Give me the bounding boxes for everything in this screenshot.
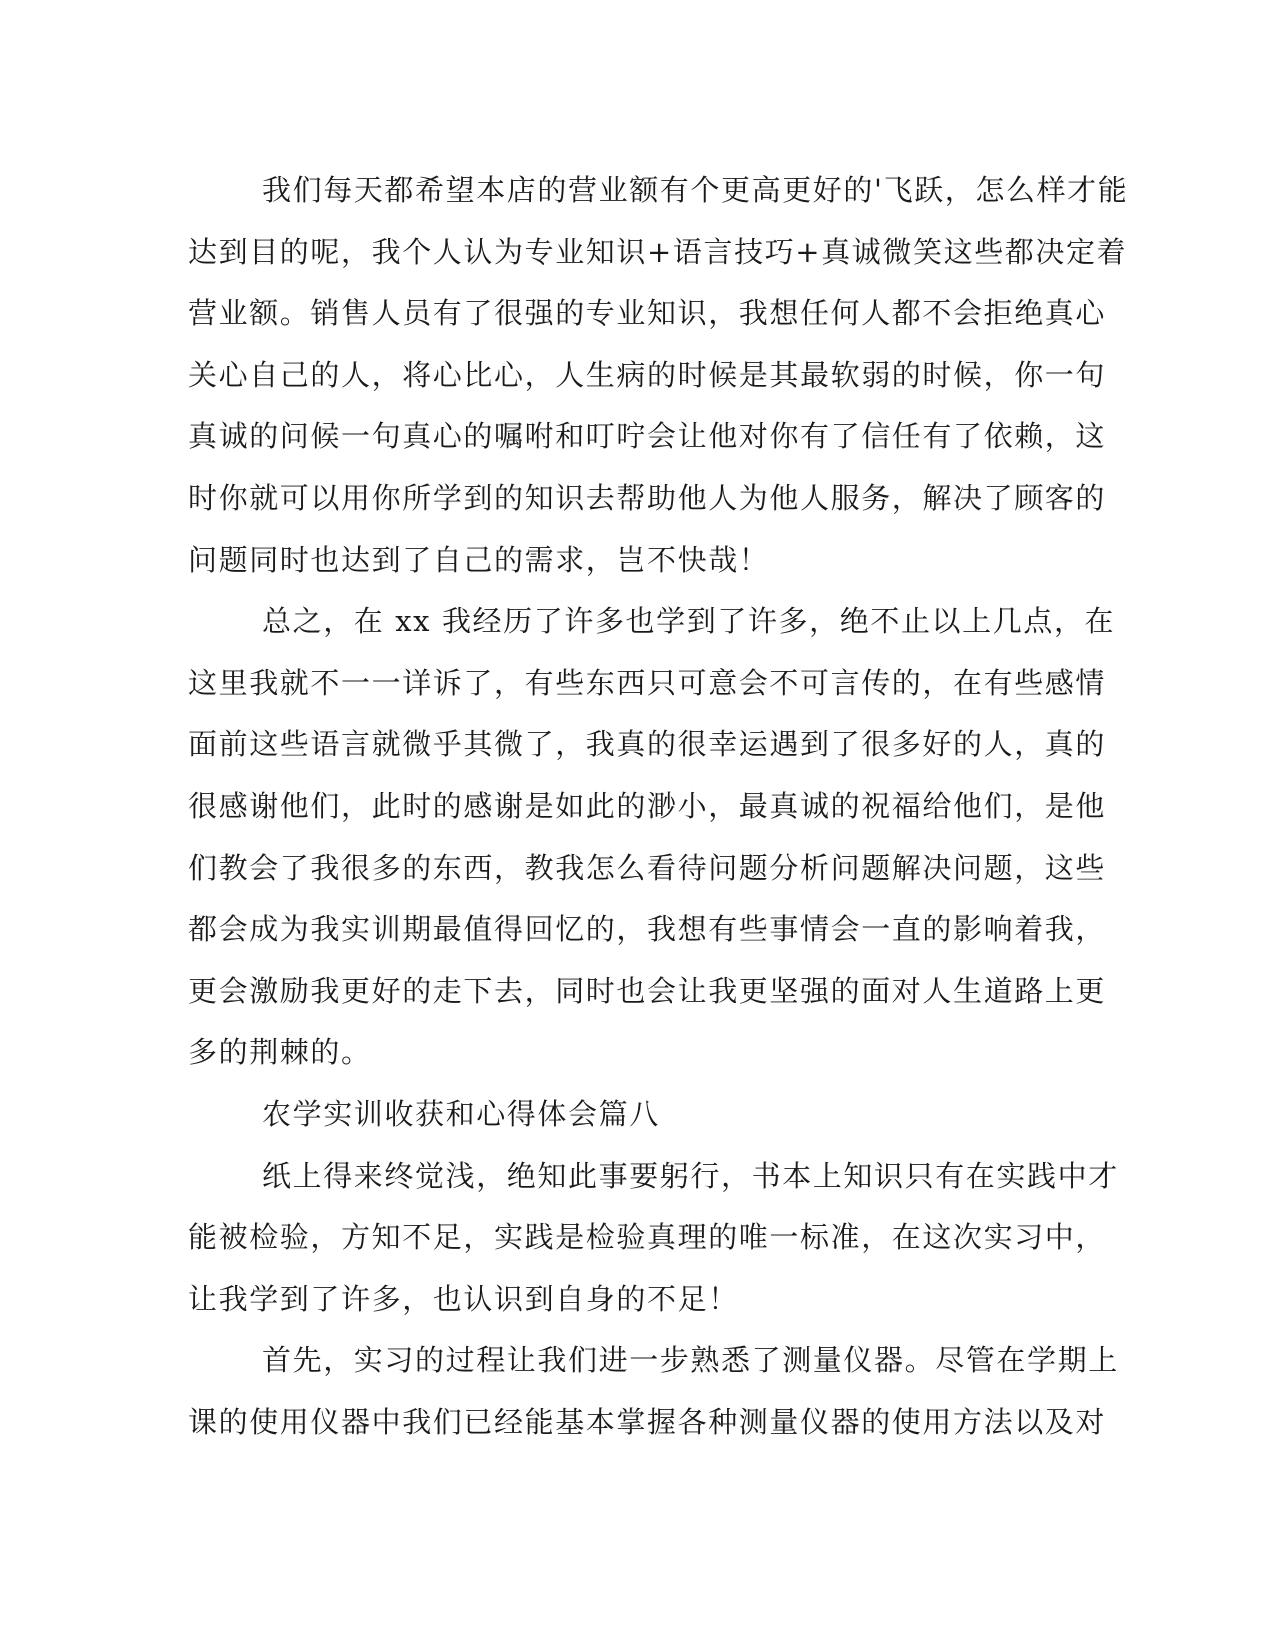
text-line-9: 这里我就不一一详诉了，有些东西只可意会不可言传的，在有些感情 xyxy=(188,665,1107,700)
text-line-17: 纸上得来终觉浅，绝知此事要躬行，书本上知识只有在实践中才 xyxy=(262,1158,1119,1193)
text-line-19: 让我学到了许多，也认识到自身的不足！ xyxy=(188,1281,739,1316)
text-line-18: 能被检验，方知不足，实践是检验真理的唯一标准，在这次实习中， xyxy=(188,1220,1107,1255)
text-line-2: 达到目的呢，我个人认为专业知识+语言技巧+真诚微笑这些都决定着 xyxy=(188,234,1128,269)
document-body xyxy=(188,160,1129,1453)
text-line-11: 很感谢他们，此时的感谢是如此的渺小，最真诚的祝福给他们，是他 xyxy=(188,788,1107,823)
text-line-12: 们教会了我很多的东西，教我怎么看待问题分析问题解决问题，这些 xyxy=(188,850,1107,885)
text-line-3: 营业额。销售人员有了很强的专业知识，我想任何人都不会拒绝真心 xyxy=(188,296,1107,331)
text-line-4: 关心自己的人，将心比心，人生病的时候是其最软弱的时候，你一句 xyxy=(188,357,1107,392)
text-line-5: 真诚的问候一句真心的嘱咐和叮咛会让他对你有了信任有了依赖，这 xyxy=(188,419,1107,454)
text-line-14: 更会激励我更好的走下去，同时也会让我更坚强的面对人生道路上更 xyxy=(188,973,1107,1008)
text-line-15: 多的荆棘的。 xyxy=(188,1035,372,1070)
text-line-6: 时你就可以用你所学到的知识去帮助他人为他人服务，解决了顾客的 xyxy=(188,480,1107,515)
text-line-20: 首先，实习的过程让我们进一步熟悉了测量仪器。尽管在学期上 xyxy=(262,1343,1119,1378)
section-heading: 农学实训收获和心得体会篇八 xyxy=(262,1096,660,1131)
text-line-1: 我们每天都希望本店的营业额有个更高更好的'飞跃，怎么样才能 xyxy=(262,173,1129,207)
text-line-13: 都会成为我实训期最值得回忆的，我想有些事情会一直的影响着我， xyxy=(188,912,1107,947)
text-line-10: 面前这些语言就微乎其微了，我真的很幸运遇到了很多好的人，真的 xyxy=(188,727,1107,762)
text-line-8: 总之，在 xx 我经历了许多也学到了许多，绝不止以上几点，在 xyxy=(262,604,1116,639)
text-line-21: 课的使用仪器中我们已经能基本掌握各种测量仪器的使用方法以及对 xyxy=(188,1404,1107,1439)
text-line-7: 问题同时也达到了自己的需求，岂不快哉！ xyxy=(188,542,770,577)
